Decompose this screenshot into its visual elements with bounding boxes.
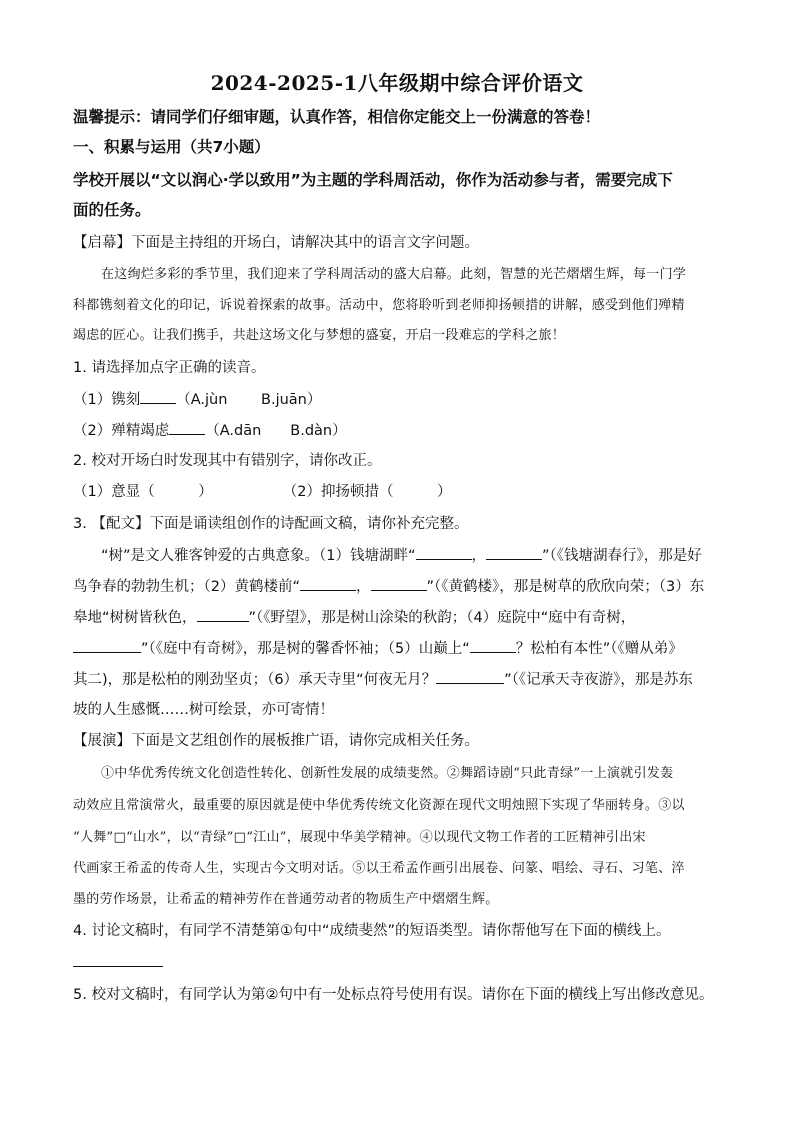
zhanyan-text-line-3: “人舞”□“山水”，以“青绿”□“江山”，展现中华美学精神。④以现代文物工作者的工匠精神引出宋 xyxy=(73,830,646,845)
answer-blank[interactable] xyxy=(169,420,205,435)
q3-text: 其二)，那是松柏的刚劲坚贞；（6）承天寺里“何夜无月？ xyxy=(73,672,437,688)
zhanyan-text-line-2: 动效应且常演常火，最重要的原因就是使中华优秀传统文化资源在现代文明烛照下实现了华丽转身。③以 xyxy=(73,798,685,813)
qimu-text-line-3: 竭虑的匠心。让我们携手，共赴这场文化与梦想的盛宴，开启一段难忘的学科之旅！ xyxy=(73,328,566,343)
q3-text: ， xyxy=(356,579,371,595)
answer-blank[interactable] xyxy=(486,545,542,560)
answer-blank[interactable] xyxy=(470,638,516,653)
page-title: 2024-2025-1八年级期中综合评价语文 xyxy=(210,71,584,95)
q1-item-2 xyxy=(73,420,347,441)
q2-item-1: （1）意显（ ） xyxy=(73,484,213,500)
q1-item-1-options: （A.jùn B.juān） xyxy=(176,392,322,408)
q5-stem: 5. 校对文稿时，有同学认为第②句中有一处标点符号使用有误。请你在下面的横线上写出修改意见。 xyxy=(73,987,714,1003)
qimu-heading: 【启幕】下面是主持组的开场白，请解决其中的语言文字问题。 xyxy=(73,235,479,251)
intro-line-1: 学校开展以“文以润心·学以致用”为主题的学科周活动，你作为活动参与者，需要完成下 xyxy=(73,171,673,189)
q3-text: 皋地“树树皆秋色， xyxy=(73,610,197,626)
intro-line-2: 面的任务。 xyxy=(73,201,151,219)
q3-text: 鸟争春的勃勃生机；（2）黄鹤楼前“ xyxy=(73,579,300,595)
q4-answer-line[interactable] xyxy=(73,966,163,967)
q1-item-1-label: （1）镌刻 xyxy=(73,392,141,408)
q1-item-2-label: （2）殚精竭虑 xyxy=(73,423,170,439)
zhanyan-text-line-1: ①中华优秀传统文化创造性转化、创新性发展的成绩斐然。②舞蹈诗剧“只此青绿”一上演就引发轰 xyxy=(101,766,674,781)
q3-line-6: 坡的人生感慨……树可绘景，亦可寄情！ xyxy=(73,702,334,718)
q3-stem: 3. 【配文】下面是诵读组创作的诗配画文稿，请你补充完整。 xyxy=(73,516,469,532)
q3-text: ”（《野望》，那是树山涂染的秋韵；（4）庭院中“庭中有奇树， xyxy=(248,610,636,626)
answer-blank[interactable] xyxy=(371,576,427,591)
qimu-text-line-1: 在这绚烂多彩的季节里，我们迎来了学科周活动的盛大启幕。此刻，智慧的光芒熠熠生辉，每一门学 xyxy=(101,267,687,282)
zhanyan-heading: 【展演】下面是文艺组创作的展板推广语，请你完成相关任务。 xyxy=(73,733,479,749)
section-heading: 一、积累与运用（共7小题） xyxy=(73,138,270,156)
q3-text: ”（《钱塘湖春行》，那是好 xyxy=(542,548,702,564)
q1-item-1 xyxy=(73,389,321,410)
q3-text: ， xyxy=(471,548,487,564)
q3-text: “树”是文人雅客钟爱的古典意象。（1）钱塘湖畔“ xyxy=(101,548,416,564)
q3-line-4 xyxy=(73,638,683,659)
q3-text: ”（《庭中有奇树》，那是树的馨香怀袖；（5）山巅上“ xyxy=(141,641,470,657)
q3-line-3 xyxy=(73,607,635,628)
q2-stem: 2. 校对开场白时发现其中有错别字，请你改正。 xyxy=(73,453,382,469)
answer-blank[interactable] xyxy=(436,669,504,684)
q3-text: ”（《记承天寺夜游》，那是苏东 xyxy=(504,672,693,688)
answer-blank[interactable] xyxy=(197,607,249,622)
q1-item-2-options: （A.dān B.dàn） xyxy=(205,423,347,439)
q3-line-5 xyxy=(73,669,693,690)
q4-stem: 4. 讨论文稿时，有同学不清楚第①句中“成绩斐然”的短语类型。请你帮他写在下面的横线上。 xyxy=(73,923,671,939)
q1-stem: 1. 请选择加点字正确的读音。 xyxy=(73,360,266,376)
q3-text: ”（《黄鹤楼》，那是树草的欣欣向荣；（3）东 xyxy=(426,579,705,595)
zhanyan-text-line-5: 墨的劳作场景，让希孟的精神劳作在普通劳动者的物质生产中熠熠生辉。 xyxy=(73,892,499,907)
q2-item-2: （2）抑扬顿措（ ） xyxy=(282,484,452,500)
answer-blank[interactable] xyxy=(300,576,356,591)
answer-blank[interactable] xyxy=(416,545,472,560)
zhanyan-text-line-4: 代画家王希孟的传奇人生，实现古今文明对话。⑤以王希孟作画引出展卷、问篆、唱绘、寻石、习笔、淬 xyxy=(73,861,685,876)
qimu-text-line-2: 科都镌刻着文化的印记，诉说着探索的故事。活动中，您将聆听到老师抑扬顿措的讲解，感受到他们殚精 xyxy=(73,298,685,313)
answer-blank[interactable] xyxy=(73,638,141,653)
q3-line-2 xyxy=(73,576,704,597)
q2-items xyxy=(73,482,451,502)
warm-tip: 温馨提示：请同学们仔细审题，认真作答，相信你定能交上一份满意的答卷！ xyxy=(73,108,601,126)
answer-blank[interactable] xyxy=(140,389,176,404)
q3-text: ？松柏有本性”（《赠从弟》 xyxy=(515,641,683,657)
q3-line-1 xyxy=(101,545,702,566)
